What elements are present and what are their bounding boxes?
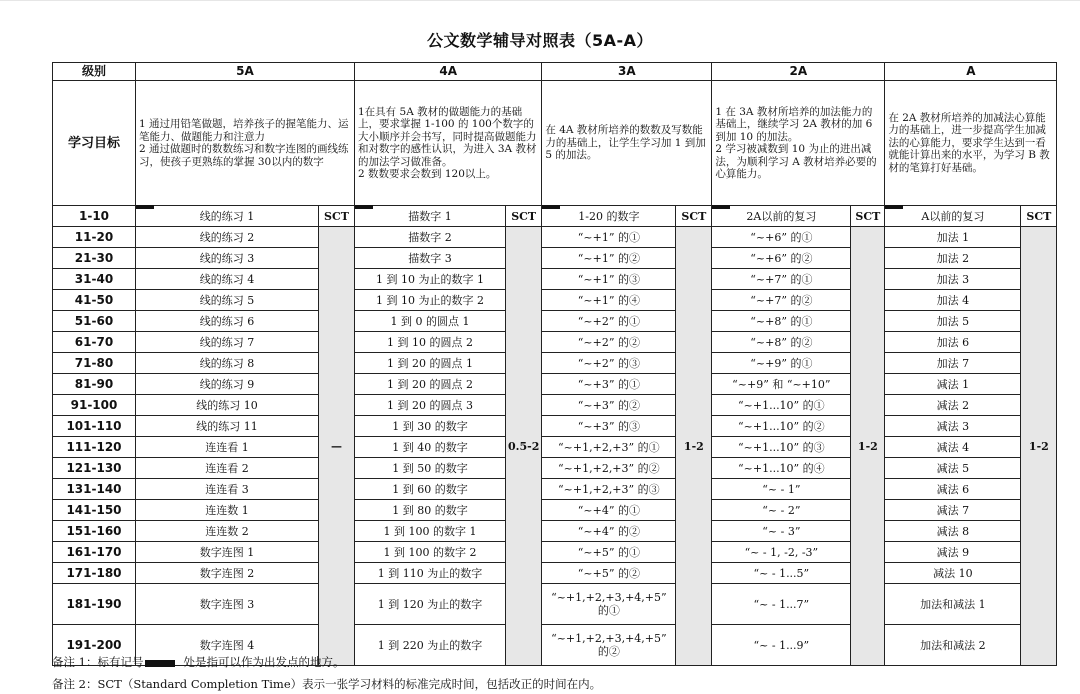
sct-value: 0.5-2 xyxy=(506,227,542,666)
note-2: 备注 2：SCT（Standard Completion Time）表示一张学习材料的标准完成时间，包括改正的时间在内。 xyxy=(52,677,602,691)
cell-2a: “~+6” 的① xyxy=(712,227,851,248)
cell-2a: “~+1...10” 的① xyxy=(712,395,851,416)
sct-value: 1-2 xyxy=(851,227,885,666)
cell-2a: “~+1...10” 的③ xyxy=(712,437,851,458)
level-range: 101-110 xyxy=(53,416,136,437)
table-row xyxy=(53,227,1057,248)
goal-line: 2 学习被减数到 10 为止的进出减法，为顺利学习 A 教材培养必要的心算能力。 xyxy=(715,143,877,180)
table-row xyxy=(53,584,1057,625)
table-row xyxy=(53,332,1057,353)
goal-line: 1在具有 5A 教材的做题能力的基础上，要求掌握 1-100 的 100个数字的大小顺序并会书写，同时提高做题能力和对数字的感性认识，为进入 3A 教材的加法学习做准备。 xyxy=(358,105,537,168)
sct-value: 1-2 xyxy=(676,227,712,666)
cell-4a: 1 到 20 的圆点 2 xyxy=(355,374,506,395)
level-range: 41-50 xyxy=(53,290,136,311)
cell-a: 减法 1 xyxy=(885,374,1021,395)
cell-5a: 线的练习 3 xyxy=(136,248,319,269)
cell-3a: “~+3” 的② xyxy=(542,395,676,416)
level-range: 71-80 xyxy=(53,353,136,374)
goal-row xyxy=(53,81,1057,206)
cell-4a: 1 到 100 的数字 2 xyxy=(355,542,506,563)
table-row xyxy=(53,500,1057,521)
header-level: 级别 xyxy=(53,63,136,81)
comparison-table xyxy=(52,62,1057,666)
start-marker xyxy=(136,205,154,209)
start-marker-sample xyxy=(145,660,175,667)
cell-3a: “~+3” 的③ xyxy=(542,416,676,437)
cell-2a: “~+8” 的② xyxy=(712,332,851,353)
table-row xyxy=(53,563,1057,584)
sct-header: SCT xyxy=(319,206,355,227)
cell-4a: 1 到 80 的数字 xyxy=(355,500,506,521)
goal-line: 在 4A 教材所培养的数数及写数能力的基础上，让学生学习加 1 到加 5 的加法。 xyxy=(545,124,706,162)
cell-a: 减法 9 xyxy=(885,542,1021,563)
cell-4a: 1 到 120 为止的数字 xyxy=(355,584,506,625)
cell-a: 加法 5 xyxy=(885,311,1021,332)
header-2a: 2A xyxy=(712,63,885,81)
cell-3a: “~+1,+2,+3” 的③ xyxy=(542,479,676,500)
table-row xyxy=(53,542,1057,563)
table-row xyxy=(53,311,1057,332)
goal-line: 2 数数要求会数到 120以上。 xyxy=(358,168,497,180)
goal-line: 1 通过用铅笔做题，培养孩子的握笔能力、运笔能力、做题能力和注意力 xyxy=(139,118,349,143)
cell-4a: 1 到 30 的数字 xyxy=(355,416,506,437)
cell-3a: “~+1,+2,+3,+4,+5” 的① xyxy=(542,584,676,625)
cell-a: 加法和减法 2 xyxy=(885,625,1021,666)
note-1-suffix: 处是指可以作为出发点的地方。 xyxy=(183,655,345,669)
top-divider xyxy=(0,0,1080,1)
level-range: 121-130 xyxy=(53,458,136,479)
cell-a: A以前的复习 xyxy=(885,206,1021,227)
cell-2a: “~+1...10” 的④ xyxy=(712,458,851,479)
sct-value: — xyxy=(319,227,355,666)
page-title: 公文数学辅导对照表（5A-A） xyxy=(426,31,654,50)
cell-a: 减法 3 xyxy=(885,416,1021,437)
cell-a: 减法 7 xyxy=(885,500,1021,521)
cell-4a: 1 到 20 的圆点 3 xyxy=(355,395,506,416)
cell-2a: “~ - 1...5” xyxy=(712,563,851,584)
cell-3a: “~+1,+2,+3,+4,+5” 的② xyxy=(542,625,676,666)
cell-5a: 线的练习 11 xyxy=(136,416,319,437)
cell-3a: “~+1” 的④ xyxy=(542,290,676,311)
sct-header: SCT xyxy=(676,206,712,227)
table-row xyxy=(53,521,1057,542)
cell-3a: 1-20 的数字 xyxy=(542,206,676,227)
cell-a: 减法 2 xyxy=(885,395,1021,416)
cell-5a: 线的练习 4 xyxy=(136,269,319,290)
cell-2a: “~+7” 的② xyxy=(712,290,851,311)
cell-4a: 1 到 220 为止的数字 xyxy=(355,625,506,666)
cell-a: 减法 8 xyxy=(885,521,1021,542)
sct-header: SCT xyxy=(506,206,542,227)
cell-5a: 连连看 3 xyxy=(136,479,319,500)
cell-2a: “~ - 1...7” xyxy=(712,584,851,625)
cell-a: 加法和减法 1 xyxy=(885,584,1021,625)
cell-a: 加法 2 xyxy=(885,248,1021,269)
cell-a: 减法 5 xyxy=(885,458,1021,479)
table-row xyxy=(53,479,1057,500)
cell-2a: “~ - 1, -2, -3” xyxy=(712,542,851,563)
cell-2a: “~+7” 的① xyxy=(712,269,851,290)
table-row xyxy=(53,353,1057,374)
table-row xyxy=(53,269,1057,290)
cell-2a: “~+6” 的② xyxy=(712,248,851,269)
header-row xyxy=(53,63,1057,81)
cell-2a: “~+9” 的① xyxy=(712,353,851,374)
level-range: 1-10 xyxy=(53,206,136,227)
table-row xyxy=(53,395,1057,416)
cell-4a: 描数字 3 xyxy=(355,248,506,269)
cell-5a: 数字连图 2 xyxy=(136,563,319,584)
cell-2a: 2A以前的复习 xyxy=(712,206,851,227)
start-marker xyxy=(355,205,373,209)
cell-2a: “~+8” 的① xyxy=(712,311,851,332)
cell-5a: 线的练习 6 xyxy=(136,311,319,332)
cell-4a: 描数字 2 xyxy=(355,227,506,248)
cell-4a: 1 到 50 的数字 xyxy=(355,458,506,479)
cell-3a: “~+2” 的③ xyxy=(542,353,676,374)
level-range: 141-150 xyxy=(53,500,136,521)
cell-5a: 线的练习 9 xyxy=(136,374,319,395)
cell-5a: 数字连图 3 xyxy=(136,584,319,625)
cell-3a: “~+2” 的① xyxy=(542,311,676,332)
goal-2a xyxy=(712,81,885,206)
cell-3a: “~+1,+2,+3” 的① xyxy=(542,437,676,458)
level-range: 181-190 xyxy=(53,584,136,625)
level-range: 131-140 xyxy=(53,479,136,500)
level-range: 111-120 xyxy=(53,437,136,458)
header-4a: 4A xyxy=(355,63,542,81)
cell-5a: 数字连图 1 xyxy=(136,542,319,563)
cell-a: 加法 3 xyxy=(885,269,1021,290)
cell-2a: “~+9” 和 “~+10” xyxy=(712,374,851,395)
cell-3a: “~+5” 的② xyxy=(542,563,676,584)
level-range: 151-160 xyxy=(53,521,136,542)
cell-a: 加法 7 xyxy=(885,353,1021,374)
goal-line: 2 通过做题时的数数练习和数字连图的画线练习，使孩子更熟练的掌握 30以内的数字 xyxy=(139,143,349,168)
cell-3a: “~+2” 的② xyxy=(542,332,676,353)
level-range: 51-60 xyxy=(53,311,136,332)
header-3a: 3A xyxy=(542,63,712,81)
cell-5a: 线的练习 10 xyxy=(136,395,319,416)
level-range: 11-20 xyxy=(53,227,136,248)
cell-5a: 线的练习 8 xyxy=(136,353,319,374)
level-range: 31-40 xyxy=(53,269,136,290)
table-row xyxy=(53,416,1057,437)
cell-4a: 1 到 10 的圆点 2 xyxy=(355,332,506,353)
cell-5a: 线的练习 7 xyxy=(136,332,319,353)
cell-3a: “~+5” 的① xyxy=(542,542,676,563)
cell-4a: 1 到 0 的圆点 1 xyxy=(355,311,506,332)
cell-3a: “~+1” 的③ xyxy=(542,269,676,290)
cell-4a: 1 到 10 为止的数字 2 xyxy=(355,290,506,311)
cell-2a: “~ - 3” xyxy=(712,521,851,542)
cell-5a: 连连看 2 xyxy=(136,458,319,479)
cell-4a: 1 到 20 的圆点 1 xyxy=(355,353,506,374)
cell-5a: 连连数 1 xyxy=(136,500,319,521)
level-range: 191-200 xyxy=(53,625,136,666)
cell-5a: 连连数 2 xyxy=(136,521,319,542)
table-row xyxy=(53,290,1057,311)
cell-4a: 1 到 10 为止的数字 1 xyxy=(355,269,506,290)
table-row xyxy=(53,248,1057,269)
cell-a: 减法 6 xyxy=(885,479,1021,500)
cell-5a: 线的练习 5 xyxy=(136,290,319,311)
cell-3a: “~+1” 的② xyxy=(542,248,676,269)
goal-5a xyxy=(136,81,355,206)
cell-2a: “~+1...10” 的② xyxy=(712,416,851,437)
goal-label: 学习目标 xyxy=(53,81,136,206)
table-row xyxy=(53,458,1057,479)
sct-value: 1-2 xyxy=(1021,227,1057,666)
cell-5a: 数字连图 4 xyxy=(136,625,319,666)
cell-4a: 1 到 40 的数字 xyxy=(355,437,506,458)
level-range: 161-170 xyxy=(53,542,136,563)
header-5a: 5A xyxy=(136,63,355,81)
level-range: 21-30 xyxy=(53,248,136,269)
cell-5a: 连连看 1 xyxy=(136,437,319,458)
cell-a: 减法 4 xyxy=(885,437,1021,458)
level-range: 171-180 xyxy=(53,563,136,584)
level-range: 81-90 xyxy=(53,374,136,395)
cell-2a: “~ - 1...9” xyxy=(712,625,851,666)
start-marker xyxy=(885,205,903,209)
cell-4a: 描数字 1 xyxy=(355,206,506,227)
cell-2a: “~ - 1” xyxy=(712,479,851,500)
note-1-prefix: 备注 1：标有记号 xyxy=(52,655,144,669)
start-marker xyxy=(542,205,560,209)
cell-4a: 1 到 110 为止的数字 xyxy=(355,563,506,584)
goal-a xyxy=(885,81,1057,206)
sct-header: SCT xyxy=(1021,206,1057,227)
cell-a: 加法 4 xyxy=(885,290,1021,311)
goal-line: 在 2A 教材所培养的加减法心算能力的基础上，进一步提高学生加减法的心算能力，要求学生达到一看就能计算出来的水平，为学习 B 教材的笔算打好基础。 xyxy=(888,111,1050,174)
cell-a: 加法 6 xyxy=(885,332,1021,353)
level-range: 91-100 xyxy=(53,395,136,416)
cell-a: 减法 10 xyxy=(885,563,1021,584)
goal-4a xyxy=(355,81,542,206)
header-a: A xyxy=(885,63,1057,81)
level-range: 61-70 xyxy=(53,332,136,353)
table-row xyxy=(53,374,1057,395)
goal-line: 1 在 3A 教材所培养的加法能力的基础上，继续学习 2A 教材的加 6 到加 10 的加法。 xyxy=(715,105,873,143)
cell-3a: “~+1” 的① xyxy=(542,227,676,248)
cell-5a: 线的练习 2 xyxy=(136,227,319,248)
table-row xyxy=(53,437,1057,458)
cell-2a: “~ - 2” xyxy=(712,500,851,521)
cell-3a: “~+4” 的① xyxy=(542,500,676,521)
cell-3a: “~+3” 的① xyxy=(542,374,676,395)
cell-a: 加法 1 xyxy=(885,227,1021,248)
cell-5a: 线的练习 1 xyxy=(136,206,319,227)
goal-3a xyxy=(542,81,712,206)
sct-header: SCT xyxy=(851,206,885,227)
cell-4a: 1 到 100 的数字 1 xyxy=(355,521,506,542)
note-1 xyxy=(52,654,344,670)
table-row xyxy=(53,206,1057,227)
cell-4a: 1 到 60 的数字 xyxy=(355,479,506,500)
cell-3a: “~+1,+2,+3” 的② xyxy=(542,458,676,479)
start-marker xyxy=(712,205,730,209)
cell-3a: “~+4” 的② xyxy=(542,521,676,542)
